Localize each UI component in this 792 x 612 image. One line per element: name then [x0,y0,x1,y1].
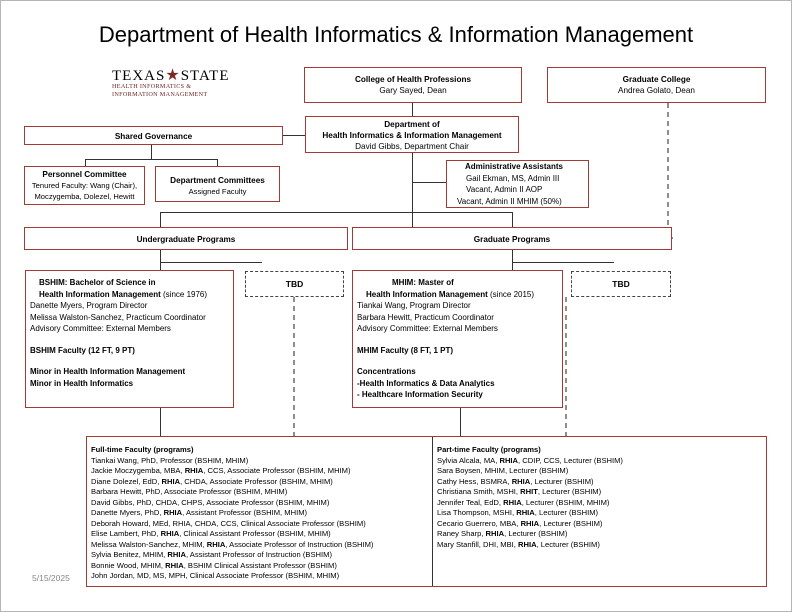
faculty-row: David Gibbs, PhD, CHDA, CHPS, Associate Professor (BSHIM, MHIM) [91,497,330,507]
faculty-row: Danette Myers, PhD, RHIA, Assistant Professor (BSHIM, MHIM) [91,508,308,517]
parttime-faculty-list [437,445,623,550]
faculty-row: Jackie Moczygemba, MBA, RHIA, CCS, Associate Professor (BSHIM, MHIM) [91,466,351,475]
personnel-committee-box: Personnel Committee Tenured Faculty: Wang (Chair), Moczygemba, Dolezel, Hewitt [24,166,145,205]
page-title: Department of Health Informatics & Information Management [98,22,694,47]
faculty-row: Deborah Howard, MEd, RHIA, CHDA, CCS, Clinical Associate Professor (BSHIM) [91,518,366,528]
faculty-row: Elise Lambert, PhD, RHIA, Clinical Assistant Professor (BSHIM, MHIM) [91,529,331,538]
faculty-row: Cecario Guerrero, MBA, RHIA, Lecturer (BSHIM) [437,518,603,528]
faculty-row: John Jordan, MD, MS, MPH, Clinical Associate Professor (BSHIM, MHIM) [91,571,340,580]
shared-governance-box: Shared Governance [24,126,283,145]
faculty-row: Lisa Thompson, MSHI, RHIA, Lecturer (BSHIM) [437,508,599,517]
grad-college-name: Graduate College [622,75,691,84]
texas-state-logo: TEXAS★STATE HEALTH INFORMATICS & INFORMATION MANAGEMENT [112,67,230,98]
faculty-row: Mary Stanfill, DHI, MBI, RHIA, Lecturer (BSHIM) [437,539,600,549]
graduate-programs-box: Graduate Programs [352,227,672,250]
faculty-row: Bonnie Wood, MHIM, RHIA, BSHIM Clinical Assistant Professor (BSHIM) [91,560,337,570]
tbd-box-grad: TBD [571,271,671,297]
faculty-row: Melissa Walston-Sanchez, MHIM, RHIA, Associate Professor of Instruction (BSHIM) [91,539,374,549]
faculty-row: Tiankai Wang, PhD, Professor (BSHIM, MHIM) [91,455,249,465]
faculty-row: Diane Dolezel, EdD, RHIA, CHDA, Associate Professor (BSHIM, MHIM) [91,476,333,486]
fulltime-faculty-list [91,445,373,582]
faculty-row: Sara Boysen, MHIM, Lecturer (BSHIM) [437,466,569,475]
mhim-box: MHIM: Master of Health Information Management (since 2015) Tiankai Wang, Program Director Barbara Hewitt, Practicum Coordinator Advisory Committee: External Members MHIM Faculty (8 FT, 1 PT) Concentrations -Health Informatics & Data Analytics - Healthcare Information Security [352,270,563,408]
department-chair: David Gibbs, Department Chair [355,142,469,151]
bshim-faculty-count: BSHIM Faculty (12 FT, 9 PT) [30,345,135,355]
college-box [304,67,522,103]
grad-college-dean: Andrea Golato, Dean [618,86,695,95]
tbd-box-undergrad: TBD [245,271,344,297]
star-icon: ★ [165,67,181,84]
faculty-row: Cathy Hess, BSMRA, RHIA, Lecturer (BSHIM) [437,476,594,486]
fulltime-title: Full-time Faculty (programs) [91,445,194,454]
college-dean: Gary Sayed, Dean [379,86,447,95]
college-name: College of Health Professions [354,75,471,84]
department-box: Department of Health Informatics & Information Management David Gibbs, Department Chair [305,116,519,153]
department-committees-box: Department Committees Assigned Faculty [155,166,280,202]
faculty-divider [432,437,433,586]
faculty-row: Sylvia Alcala, MA, RHIA, CDIP, CCS, Lecturer (BSHIM) [437,455,623,465]
bshim-box: BSHIM: Bachelor of Science in Health Information Management (since 1976) Danette Myers, Program Director Melissa Walston-Sanchez, Practicum Coordinator Advisory Committee: External Members BSHIM Faculty (12 FT, 9 PT) Minor in Health Information Management Minor in Health Informatics [25,270,234,408]
admin-assistants-box: Administrative Assistants Gail Ekman, MS, Admin III Vacant, Admin II AOP Vacant, Admin II MHIM (50%) [446,160,589,208]
faculty-row: Barbara Hewitt, PhD, Associate Professor (BSHIM, MHIM) [91,487,288,496]
faculty-row: Christiana Smith, MSHI, RHIT, Lecturer (BSHIM) [437,487,602,496]
faculty-row: Raney Sharp, RHIA, Lecturer (BSHIM) [437,529,568,538]
faculty-row: Sylvia Benitez, MHIM, RHIA, Assistant Professor of Instruction (BSHIM) [91,550,332,559]
mhim-faculty-count: MHIM Faculty (8 FT, 1 PT) [357,345,454,355]
undergraduate-programs-box: Undergraduate Programs [24,227,348,250]
parttime-title: Part-time Faculty (programs) [437,445,541,454]
date-stamp: 5/15/2025 [32,573,70,583]
graduate-college-box [547,67,766,103]
faculty-row: Jennifer Teal, EdD, RHIA, Lecturer (BSHIM, MHIM) [437,497,610,507]
